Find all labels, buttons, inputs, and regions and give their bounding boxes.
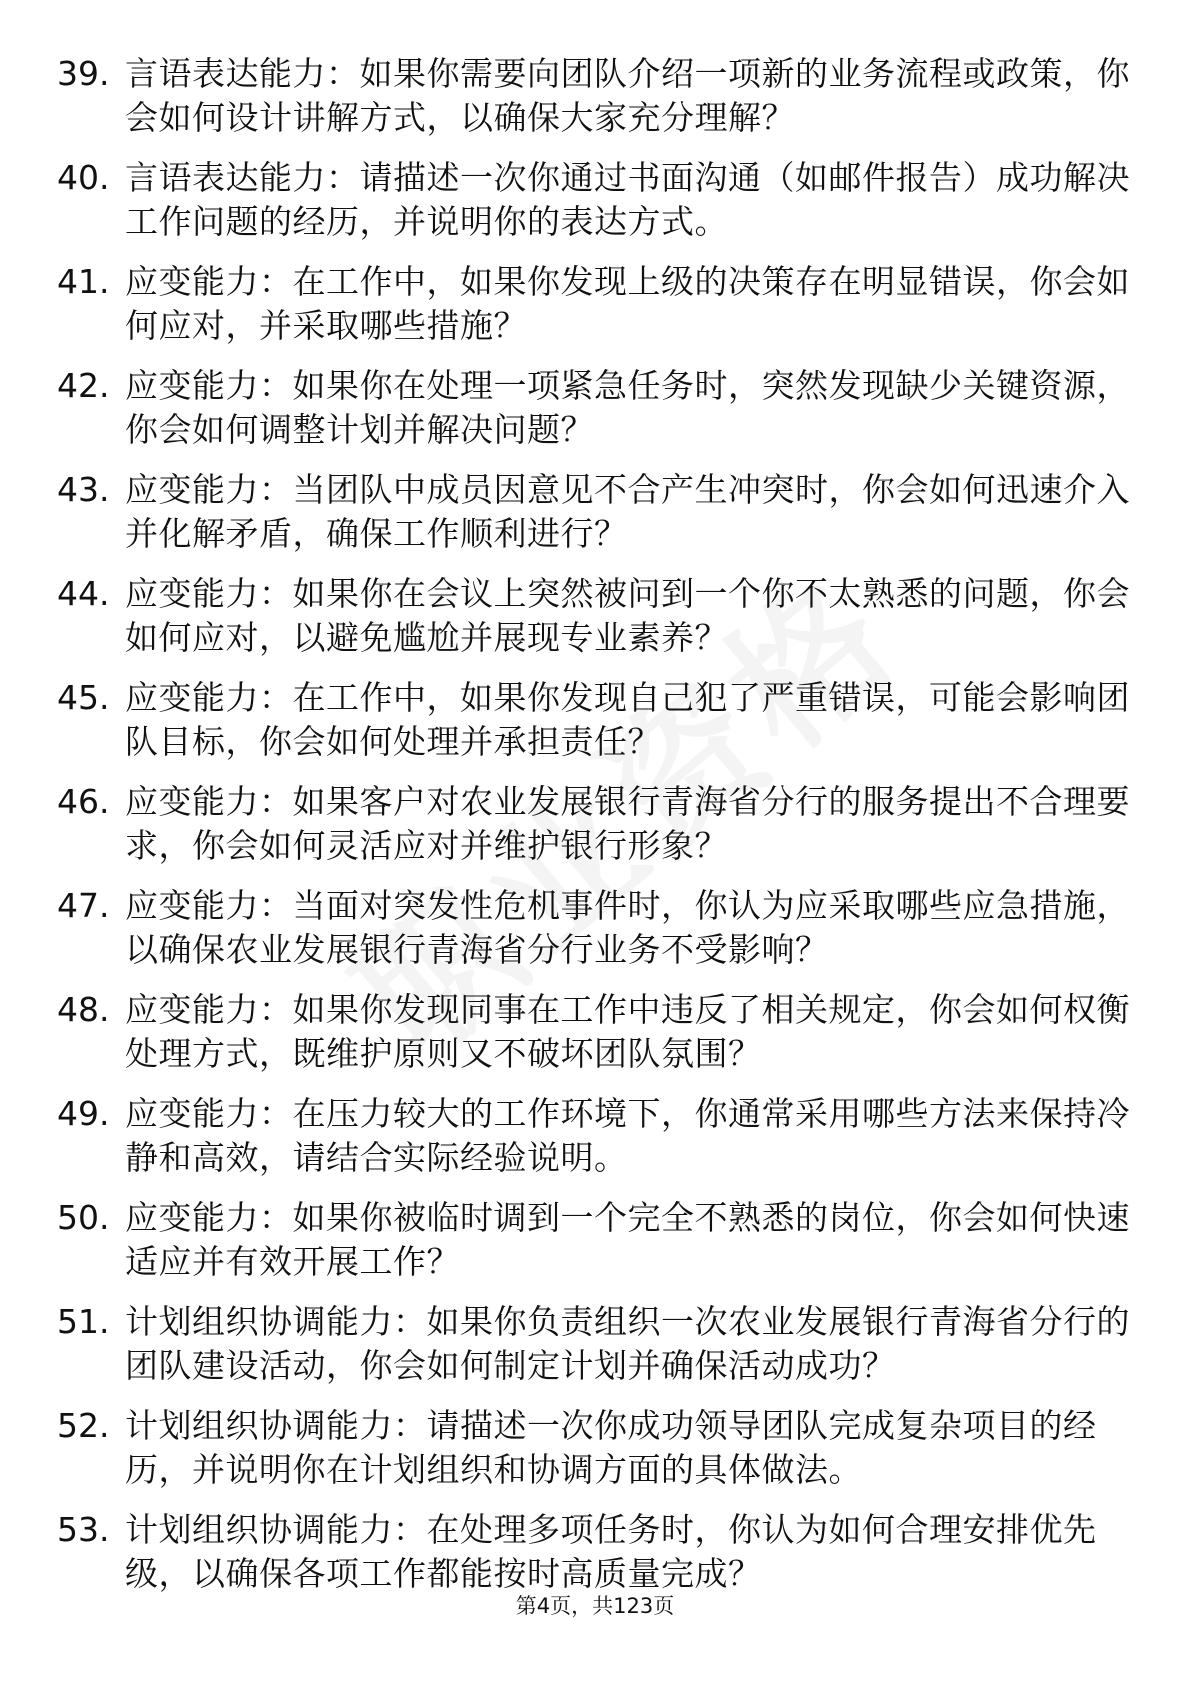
question-text: 计划组织协调能力：在处理多项任务时，你认为如何合理安排优先级，以确保各项工作都能按时高质量完成？ bbox=[125, 1510, 1097, 1593]
question-number: 49. bbox=[57, 1094, 110, 1133]
question-number: 45. bbox=[57, 678, 110, 717]
question-item bbox=[0, 1404, 1190, 1508]
question-item bbox=[0, 468, 1190, 572]
question-item bbox=[0, 676, 1190, 780]
question-item bbox=[0, 1196, 1190, 1300]
question-item bbox=[0, 364, 1190, 468]
question-number: 51. bbox=[57, 1302, 110, 1341]
question-item bbox=[0, 884, 1190, 988]
question-text: 应变能力：在压力较大的工作环境下，你通常采用哪些方法来保持冷静和高效，请结合实际经验说明。 bbox=[125, 1094, 1130, 1177]
question-number: 41. bbox=[57, 262, 110, 301]
question-text: 应变能力：如果你在处理一项紧急任务时，突然发现缺少关键资源，你会如何调整计划并解决问题？ bbox=[125, 366, 1130, 449]
question-text: 应变能力：在工作中，如果你发现上级的决策存在明显错误，你会如何应对，并采取哪些措施？ bbox=[125, 262, 1130, 345]
question-item bbox=[0, 260, 1190, 364]
question-item bbox=[0, 52, 1190, 156]
question-text: 应变能力：如果你在会议上突然被问到一个你不太熟悉的问题，你会如何应对，以避免尴尬并展现专业素养？ bbox=[125, 574, 1130, 657]
page-footer: 第4页，共123页 bbox=[515, 1594, 675, 1618]
question-text: 应变能力：当面对突发性危机事件时，你认为应采取哪些应急措施，以确保农业发展银行青海省分行业务不受影响？ bbox=[125, 886, 1130, 969]
question-text: 言语表达能力：请描述一次你通过书面沟通（如邮件报告）成功解决工作问题的经历，并说明你的表达方式。 bbox=[125, 158, 1130, 241]
question-text: 应变能力：如果客户对农业发展银行青海省分行的服务提出不合理要求，你会如何灵活应对并维护银行形象？ bbox=[125, 782, 1130, 865]
question-number: 42. bbox=[57, 366, 110, 405]
question-text: 应变能力：当团队中成员因意见不合产生冲突时，你会如何迅速介入并化解矛盾，确保工作顺利进行？ bbox=[125, 470, 1130, 553]
question-number: 44. bbox=[57, 574, 110, 613]
question-number: 40. bbox=[57, 158, 110, 197]
question-number: 53. bbox=[57, 1510, 110, 1549]
question-text: 计划组织协调能力：请描述一次你成功领导团队完成复杂项目的经历，并说明你在计划组织和协调方面的具体做法。 bbox=[125, 1406, 1097, 1489]
question-list bbox=[0, 52, 1190, 1612]
question-number: 48. bbox=[57, 990, 110, 1029]
question-text: 计划组织协调能力：如果你负责组织一次农业发展银行青海省分行的团队建设活动，你会如何制定计划并确保活动成功？ bbox=[125, 1302, 1130, 1385]
question-item bbox=[0, 572, 1190, 676]
question-number: 50. bbox=[57, 1198, 110, 1237]
question-text: 应变能力：如果你被临时调到一个完全不熟悉的岗位，你会如何快速适应并有效开展工作？ bbox=[125, 1198, 1130, 1281]
question-number: 46. bbox=[57, 782, 110, 821]
question-item bbox=[0, 780, 1190, 884]
question-item bbox=[0, 988, 1190, 1092]
question-number: 43. bbox=[57, 470, 110, 509]
question-number: 47. bbox=[57, 886, 110, 925]
question-text: 应变能力：如果你发现同事在工作中违反了相关规定，你会如何权衡处理方式，既维护原则又不破坏团队氛围？ bbox=[125, 990, 1130, 1073]
question-number: 39. bbox=[57, 54, 110, 93]
question-text: 言语表达能力：如果你需要向团队介绍一项新的业务流程或政策，你会如何设计讲解方式，以确保大家充分理解？ bbox=[125, 54, 1130, 137]
question-item bbox=[0, 1300, 1190, 1404]
question-item bbox=[0, 156, 1190, 260]
question-item bbox=[0, 1092, 1190, 1196]
question-text: 应变能力：在工作中，如果你发现自己犯了严重错误，可能会影响团队目标，你会如何处理并承担责任？ bbox=[125, 678, 1130, 761]
question-number: 52. bbox=[57, 1406, 110, 1445]
